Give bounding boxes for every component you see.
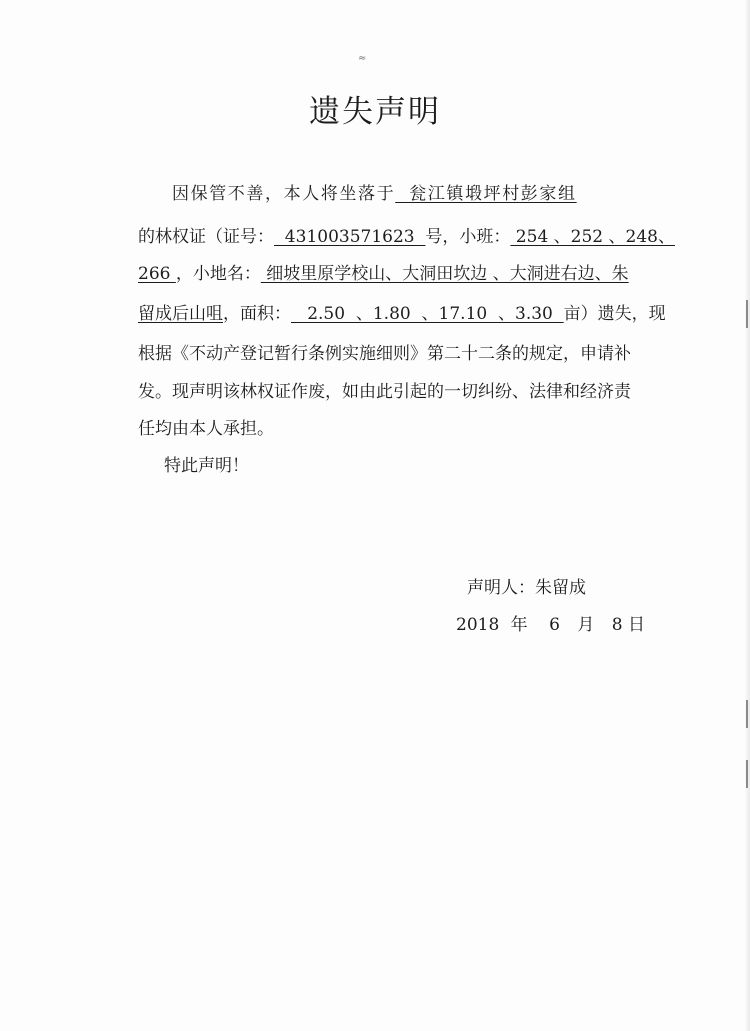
date-year: 2018	[456, 615, 500, 635]
document-title: 遗失声明	[309, 94, 441, 130]
date-month-unit: 月	[577, 615, 595, 635]
scan-edge-tick	[746, 300, 748, 328]
scan-edge-shadow	[744, 0, 750, 1031]
body-line-5: 根据《不动产登记暂行条例实施细则》第二十二条的规定，申请补	[138, 344, 631, 364]
text-fragment: 号，小班：	[425, 227, 511, 247]
date-year-unit: 年	[510, 615, 528, 635]
body-line-3	[138, 262, 629, 286]
body-line-4	[138, 302, 666, 326]
place-names-field-continued: 留成后山咀	[138, 304, 223, 324]
location-field: 瓮江镇塅坪村彭家组	[395, 184, 577, 204]
declarant-label: 声明人：	[467, 578, 535, 598]
scan-edge-tick	[746, 760, 748, 788]
place-names-field: 细坡里原学校山、大洞田坎边 、大洞进右边、朱	[260, 264, 629, 284]
text-fragment: 的林权证（证号：	[138, 227, 274, 247]
signature-date	[456, 613, 645, 637]
body-line-6: 发。现声明该林权证作废，如由此引起的一切纠纷、法律和经济责	[138, 382, 631, 402]
date-month: 6	[549, 615, 560, 635]
text-fragment: ，面积：	[223, 304, 291, 324]
plot-numbers-field: 254 、252 、248、	[510, 227, 675, 247]
declarant-line	[467, 576, 586, 600]
plot-numbers-field-continued: 266	[138, 264, 176, 284]
text-fragment: 因保管不善，本人将坐落于	[172, 184, 396, 204]
scan-mark: ≈	[358, 53, 367, 64]
text-fragment: ，小地名：	[175, 264, 261, 284]
date-day: 8	[611, 615, 623, 635]
declarant-name: 朱留成	[535, 578, 586, 598]
date-day-unit: 日	[627, 615, 645, 635]
body-line-7: 任均由本人承担。	[138, 419, 274, 439]
scan-edge-tick	[746, 700, 748, 728]
area-values-field: 2.50 、1.80 、17.10 、3.30	[291, 304, 564, 324]
closing-statement: 特此声明！	[164, 456, 249, 476]
text-fragment: 亩）遗失，现	[563, 304, 666, 324]
body-line-1	[172, 182, 577, 206]
body-line-2	[138, 225, 675, 249]
certificate-number-field: 431003571623	[274, 227, 426, 247]
